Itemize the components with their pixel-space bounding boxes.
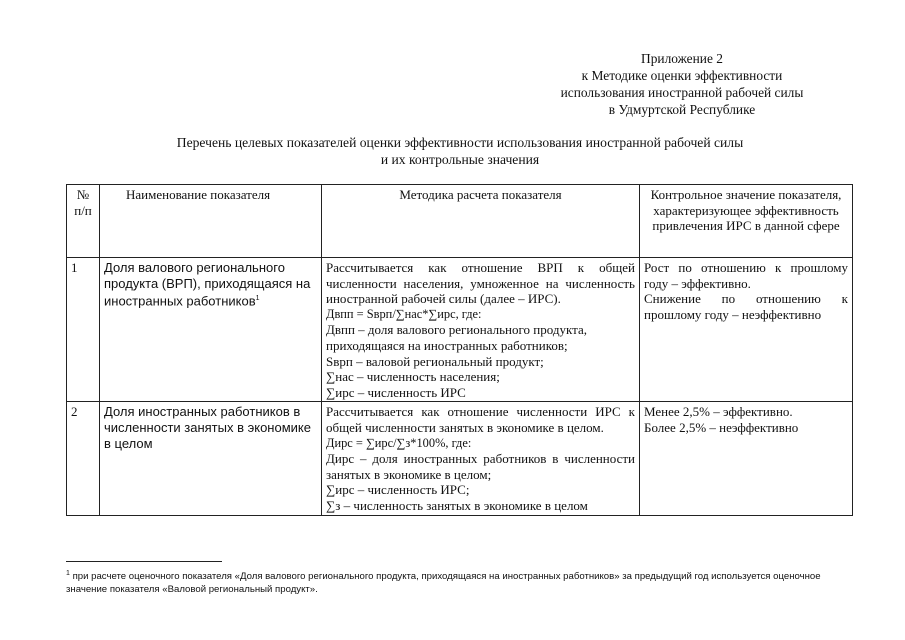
method-definition: Sврп – валовой региональный продукт; <box>326 353 544 369</box>
table-header-row <box>67 185 853 258</box>
control-effective: Рост по отношению к прошлому году – эффективно. <box>644 260 848 291</box>
control-effective: Менее 2,5% – эффективно. <box>644 404 793 420</box>
method-definition: ∑ирс – численность ИРС; <box>326 482 470 498</box>
footnote-mark: 1 <box>66 570 70 577</box>
row-control <box>640 258 853 402</box>
header-method: Методика расчета показателя <box>322 185 640 258</box>
row-num: 1 <box>67 258 100 402</box>
row-name <box>100 258 322 402</box>
row-method <box>322 402 640 515</box>
method-definition: Дирс – доля иностранных работников в численности занятых в экономике в целом; <box>326 451 635 482</box>
method-definition: ∑з – численность занятых в экономике в целом <box>326 497 588 513</box>
method-intro: Рассчитывается как отношение ВРП к общей численности населения, умноженное на численность иностранной рабочей силы (далее – ИРС). <box>326 260 635 307</box>
row-control <box>640 402 853 515</box>
appendix-line-2: к Методике оценки эффективности <box>581 68 783 83</box>
title-line-1: Перечень целевых показателей оценки эффективности использования иностранной рабочей силы <box>176 135 744 150</box>
method-definition: ∑ирс – численность ИРС <box>326 384 466 400</box>
row-name: Доля иностранных работников в численности занятых в экономике в целом <box>100 402 322 515</box>
row-num: 2 <box>67 402 100 515</box>
footnote-divider <box>66 561 222 562</box>
appendix-line-3: использования иностранной рабочей силы <box>560 85 804 100</box>
header-control: Контрольное значение показателя, характеризующее эффективность привлечения ИРС в данной сфере <box>640 185 853 258</box>
table-row <box>67 258 853 402</box>
control-ineffective: Более 2,5% – неэффективно <box>644 419 799 435</box>
header-num: № п/п <box>67 185 100 258</box>
appendix-line-4: в Удмуртской Республике <box>608 102 756 117</box>
indicators-table <box>66 184 853 516</box>
method-definition: ∑нас – численность населения; <box>326 369 500 385</box>
table-row <box>67 402 853 515</box>
control-ineffective: Снижение по отношению к прошлому году – неэффективно <box>644 291 848 322</box>
title-line-2: и их контрольные значения <box>380 152 540 167</box>
method-formula: Двпп = Sврп/∑нас*∑ирс, где: <box>326 306 482 321</box>
header-name: Наименование показателя <box>100 185 322 258</box>
method-definition: Двпп – доля валового регионального продукта, приходящаяся на иностранных работников; <box>326 322 587 353</box>
method-formula: Дирс = ∑ирс/∑з*100%, где: <box>326 435 472 450</box>
method-intro: Рассчитывается как отношение численности ИРС к общей численности занятых в экономике в целом. <box>326 404 635 435</box>
footnote-ref: 1 <box>255 295 260 303</box>
appendix-header <box>517 50 847 118</box>
footnote <box>66 567 846 596</box>
appendix-number: Приложение 2 <box>641 51 723 66</box>
footnote-text: при расчете оценочного показателя «Доля валового регионального продукта, приходящаяся на иностранных работников» за предыдущий год используется оценочное значение показателя «Валовой региональный продукт». <box>66 571 821 596</box>
document-title <box>80 134 840 168</box>
row-name-text: Доля валового регионального продукта (ВРП), приходящаяся на иностранных работников <box>104 260 311 309</box>
row-method <box>322 258 640 402</box>
